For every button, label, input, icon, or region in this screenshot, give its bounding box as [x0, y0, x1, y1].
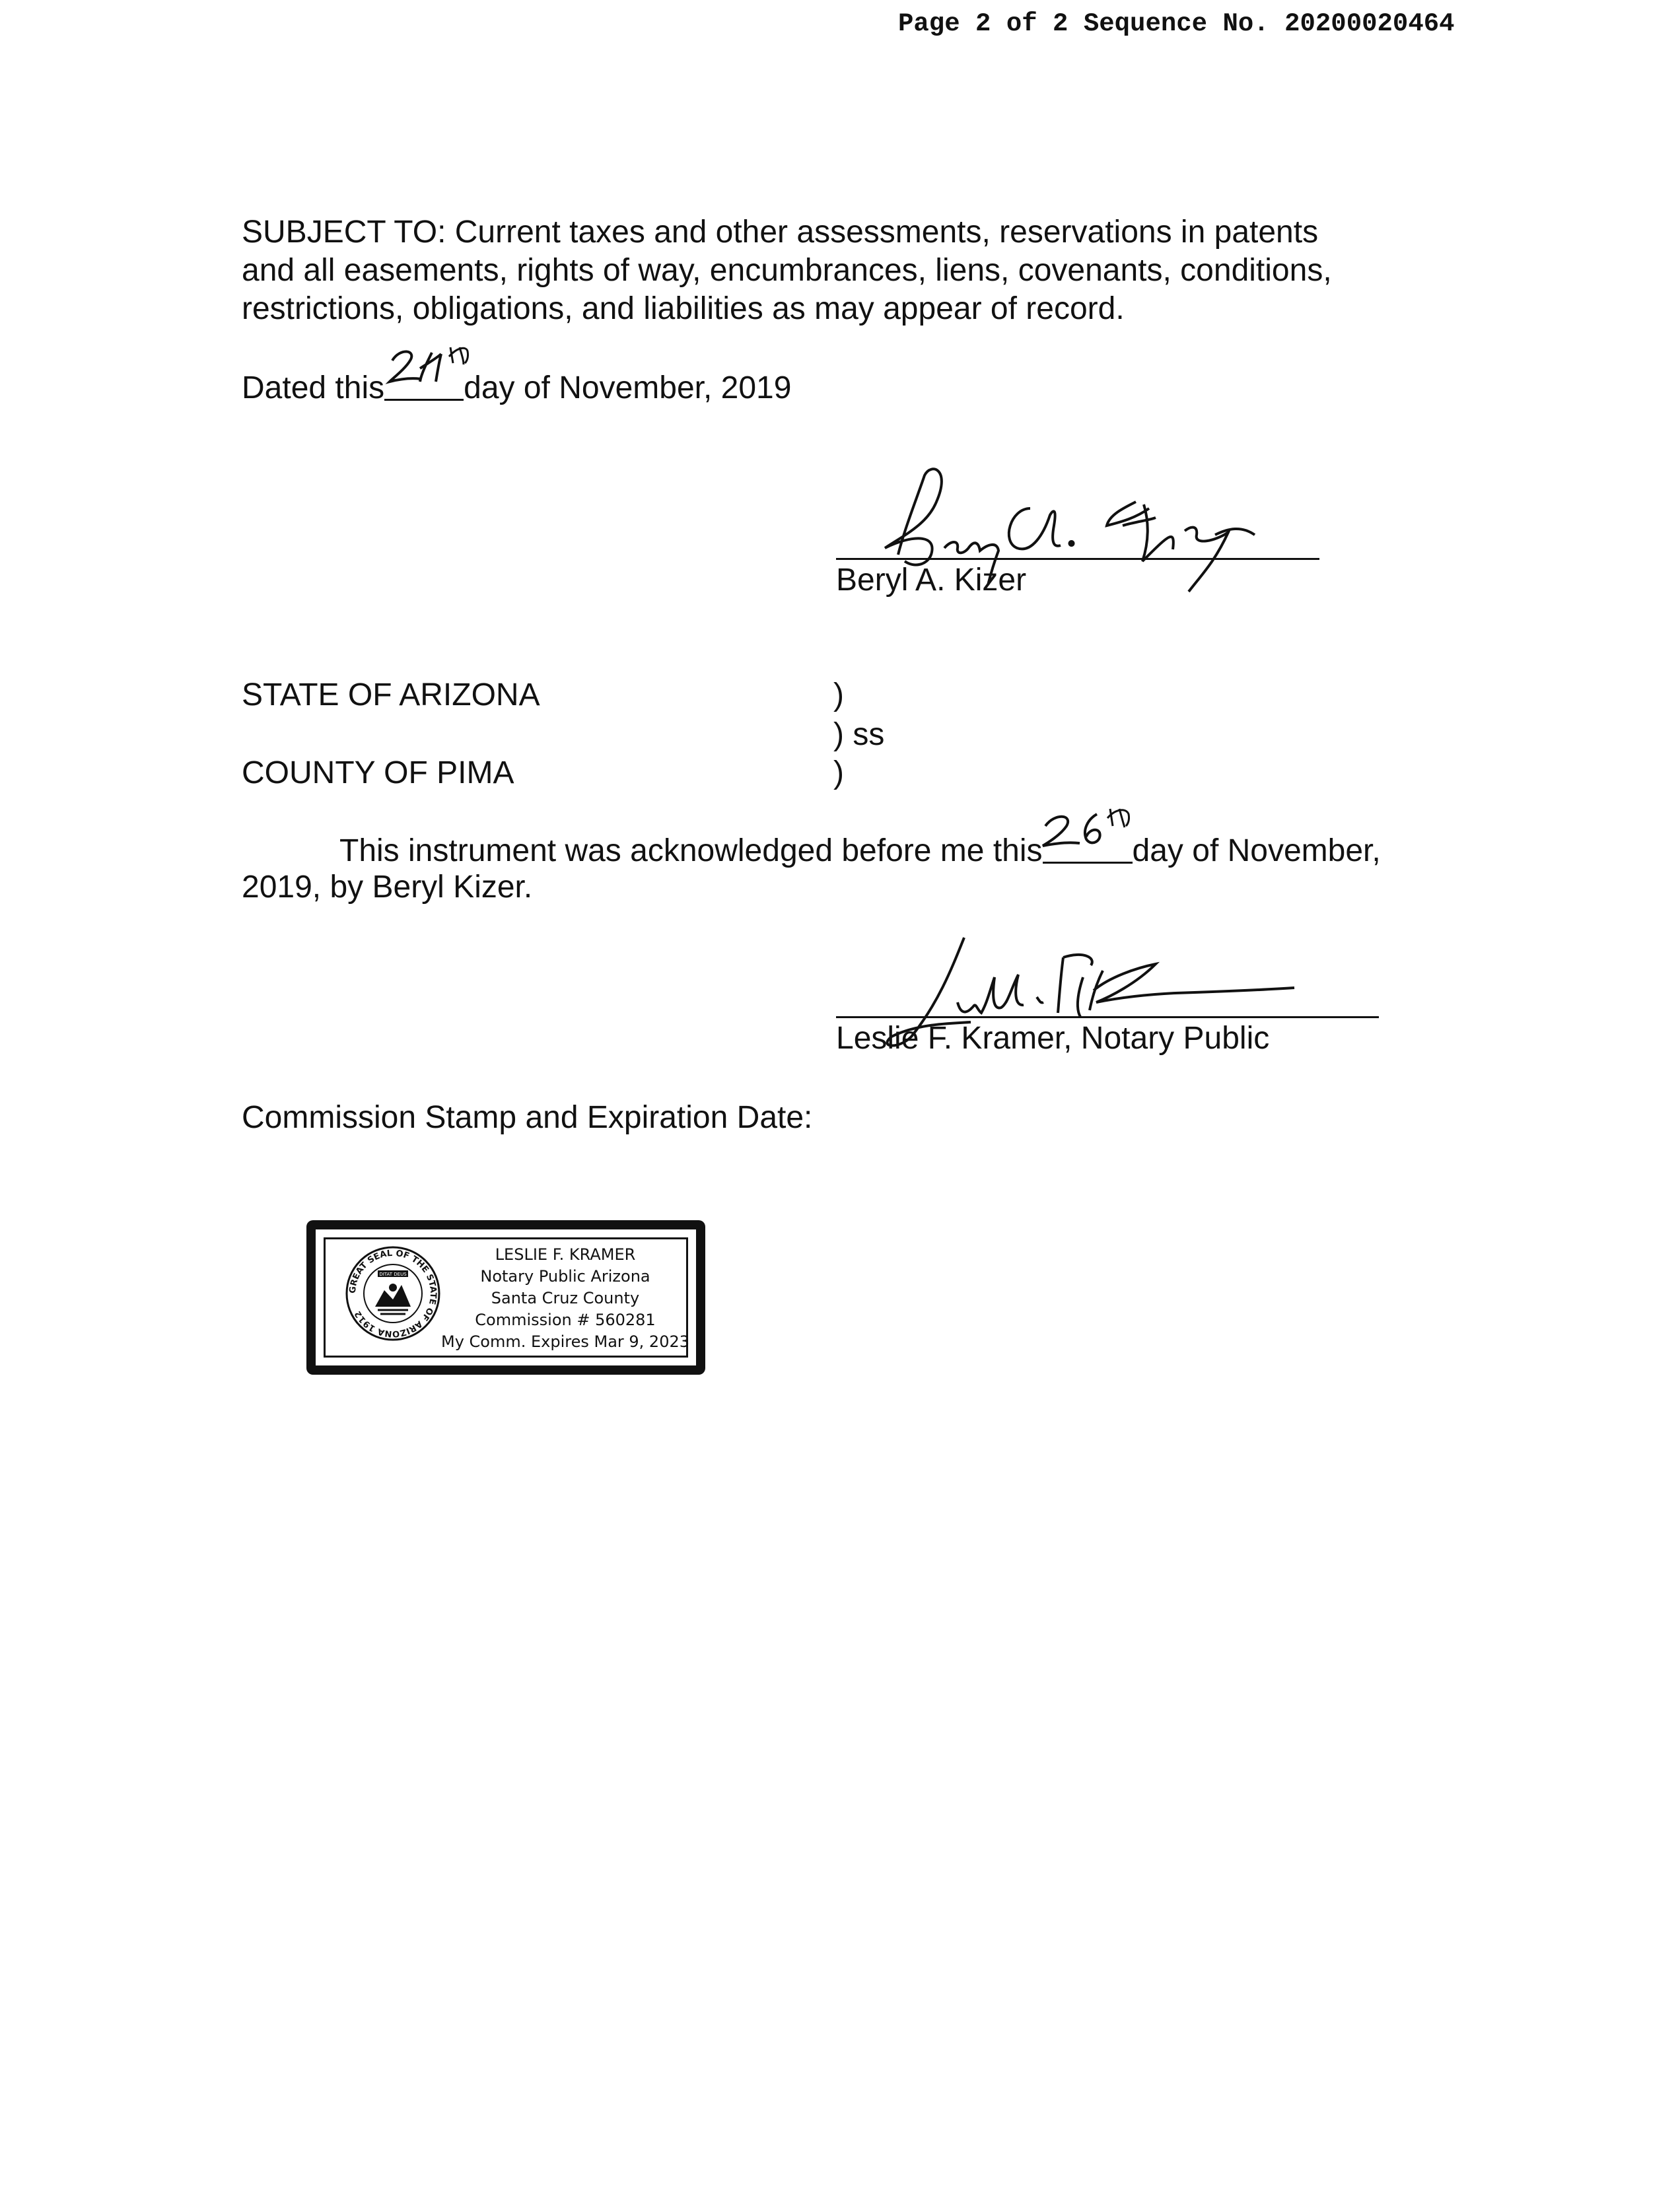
ack-prefix: This instrument was acknowledged before me this	[339, 833, 1043, 868]
signer-name: Beryl A. Kizer	[836, 563, 1027, 598]
subject-to-clause	[242, 213, 1430, 328]
stamp-line-title: Notary Public Arizona	[480, 1267, 650, 1286]
subject-line-2: and all easements, rights of way, encumbrances, liens, covenants, conditions,	[242, 253, 1332, 288]
subject-line-3: restrictions, obligations, and liabilities as may appear of record.	[242, 291, 1125, 326]
dated-suffix: day of November, 2019	[464, 370, 792, 405]
signature-line-notary	[836, 1016, 1379, 1018]
venue-ss: ) ss	[833, 717, 885, 752]
venue-paren-top: )	[833, 677, 844, 712]
acknowledgment-line-1	[339, 830, 1381, 870]
acknowledgment-line-2: 2019, by Beryl Kizer.	[242, 870, 533, 905]
seal-ring-text: GREAT SEAL OF THE STATE OF ARIZONA 1912	[347, 1248, 438, 1339]
stamp-line-expiry: My Comm. Expires Mar 9, 2023	[440, 1332, 690, 1351]
stamp-line-commission: Commission # 560281	[475, 1311, 656, 1329]
seal-motto: DITAT DEUS	[379, 1272, 407, 1277]
dated-prefix: Dated this	[242, 370, 385, 405]
arizona-state-seal-icon	[343, 1244, 442, 1343]
commission-label: Commission Stamp and Expiration Date:	[242, 1100, 813, 1135]
venue-state: STATE OF ARIZONA	[242, 677, 540, 712]
stamp-line-county: Santa Cruz County	[491, 1289, 640, 1307]
notary-stamp	[301, 1215, 711, 1380]
venue-county: COUNTY OF PIMA	[242, 755, 514, 790]
dated-day-blank	[384, 367, 464, 401]
handwritten-day-26th-icon	[380, 341, 479, 394]
ack-day-blank	[1043, 830, 1133, 864]
page-sequence-header: Page 2 of 2 Sequence No. 20200020464	[898, 9, 1455, 38]
handwritten-day-26th-icon	[1036, 804, 1142, 856]
subject-line-1: SUBJECT TO: Current taxes and other assessments, reservations in patents	[242, 215, 1319, 250]
venue-paren-bottom: )	[833, 755, 844, 790]
dated-line	[242, 367, 791, 407]
svg-text:GREAT SEAL OF THE STATE OF ARI	[348, 1249, 438, 1338]
ack-suffix: day of November,	[1132, 833, 1381, 868]
stamp-line-name: LESLIE F. KRAMER	[495, 1245, 636, 1264]
signature-line-signer	[836, 558, 1319, 560]
stamp-text-block	[440, 1244, 691, 1353]
notary-name: Leslie F. Kramer, Notary Public	[836, 1021, 1270, 1056]
